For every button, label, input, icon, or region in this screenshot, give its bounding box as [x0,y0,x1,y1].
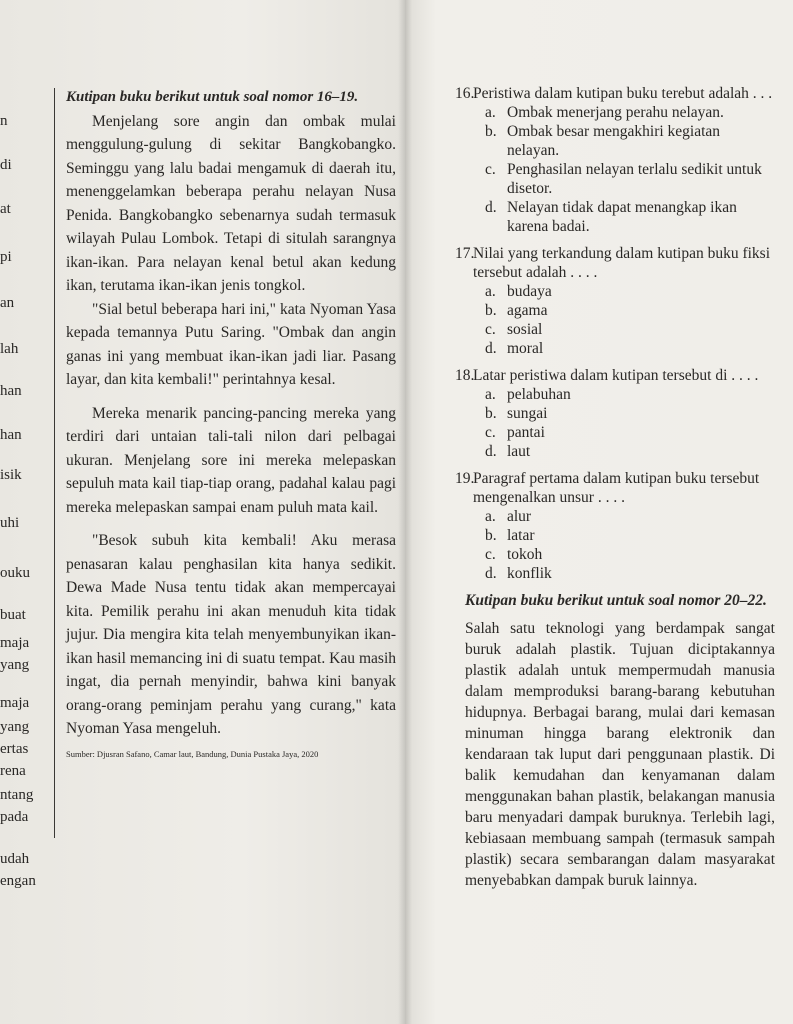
question-stem [455,244,775,282]
margin-fragment: maja [0,695,30,711]
answer-option[interactable] [485,526,775,545]
question-17 [455,244,775,358]
question-text: Paragraf pertama dalam kutipan buku tersebut mengenalkan unsur . . . . [473,470,760,506]
option-letter: a. [485,386,496,403]
story-paragraph: "Besok subuh kita kembali! Aku merasa penasaran kalau penghasilan kita hanya sedikit. Dewa Made Nusa tentu tidak akan mempercayai kita. Pemilik perahu ini akan menuduh kita tidak jujur. Dia mengira kita telah menyembunyikan ikan-ikan hasil memancing ini di suatu tempat. Kau masih ingat, dia pernah menyindir, bahwa kini banyak orang-orang peminjam perahu yang curang," kata Nyoman Yasa mengeluh. [66,532,396,737]
answer-option[interactable] [485,442,775,461]
question-number: 18. [455,367,475,384]
margin-fragment: han [0,383,22,399]
margin-fragment: ouku [0,565,30,581]
margin-fragment: ntang [0,787,34,803]
answer-option[interactable] [485,198,775,236]
margin-fragment: uhi [0,515,20,531]
book-gutter [398,0,412,1024]
question-text: Latar peristiwa dalam kutipan tersebut di . . . . [473,367,759,384]
story-paragraph: "Sial betul beberapa hari ini," kata Nyoman Yasa kepada temannya Putu Saring. "Ombak dan angin ganas ini yang membuat ikan-ikan jadi liar. Pasang layar, dan kita kembali!" perintahnya kesal. [66,300,396,388]
option-text: latar [507,527,535,544]
margin-fragment: buat [0,607,26,623]
question-text: Nilai yang terkandung dalam kutipan buku fiksi tersebut adalah . . . . [473,245,771,281]
option-text: laut [507,443,531,460]
margin-fragment: di [0,157,12,173]
question-16 [455,84,775,236]
option-letter: a. [485,104,496,121]
option-text: agama [507,302,548,319]
option-text: budaya [507,283,552,300]
answer-option[interactable] [485,160,775,198]
margin-fragment: at [0,201,11,217]
answer-option[interactable] [485,122,775,160]
excerpt-heading-2: Kutipan buku berikut untuk soal nomor 20–22. [465,592,767,609]
story-paragraph: Mereka menarik pancing-pancing mereka yang terdiri dari untaian tali-tali nilon dari pelbagai ukuran. Menjelang sore ini mereka melepaskan sepuluh mata kail tiap-tiap orang, padahal kalau pagi mereka melepaskan sampai enam puluh mata kail. [66,404,396,516]
margin-fragment: pada [0,809,29,825]
margin-rule [54,88,55,838]
margin-fragment: rena [0,763,26,779]
question-text: Peristiwa dalam kutipan buku terebut adalah . . . [473,85,773,102]
question-18 [455,366,775,461]
margin-fragment: lah [0,341,19,357]
option-letter: a. [485,508,496,525]
answer-option[interactable] [485,385,775,404]
answer-option[interactable] [485,564,775,583]
option-letter: c. [485,424,496,441]
answer-option[interactable] [485,507,775,526]
option-text: Ombak besar mengakhiri kegiatan nelayan. [507,123,721,159]
option-text: moral [507,340,544,357]
option-letter: a. [485,283,496,300]
option-text: pantai [507,424,545,441]
answer-option[interactable] [485,339,775,358]
option-letter: c. [485,161,496,178]
answer-option[interactable] [485,545,775,564]
margin-fragment: udah [0,851,30,867]
question-19 [455,469,775,583]
answer-option[interactable] [485,423,775,442]
question-number: 16. [455,85,475,102]
question-stem [455,366,775,385]
answer-option[interactable] [485,301,775,320]
story-excerpt [66,86,396,766]
source-citation: Sumber: Djusran Safano, Camar laut, Bandung, Dunia Pustaka Jaya, 2020 [66,748,319,759]
answer-option[interactable] [485,103,775,122]
option-letter: c. [485,321,496,338]
margin-fragment: ertas [0,741,29,757]
plastic-passage: Salah satu teknologi yang berdampak sangat buruk adalah plastik. Tujuan diciptakannya plastik adalah untuk mempermudah manusia dalam memproduksi barang-barang kebutuhan hidupnya. Berbagai barang, mulai dari kemasan minuman hingga barang elektronik dan kendaraan tak luput dari penggunaan plastik. Di balik kemudahan dan kenyamanan dalam menggunakan bahan plastik, belakangan manusia baru menyadari dampak buruknya. Terlebih lagi, kebiasaan membuang sampah (termasuk sampah plastik) secara sembarangan dalam masyarakat menyebabkan dampak buruk lainnya. [465,620,775,889]
question-column [455,84,775,891]
margin-fragment: yang [0,719,30,735]
option-text: Ombak menerjang perahu nelayan. [507,104,724,121]
story-paragraph: Menjelang sore angin dan ombak mulai menggulung-gulung di sekitar Bangkobangko. Seminggu yang lalu badai mengamuk di daerah itu, menenggelamkan beberapa perahu nelayan Nusa Penida. Bangkobangko sebenarnya sudah termasuk wilayah Pulau Lombok. Tetapi di situlah sarangnya ikan-ikan. Para nelayan kenal betul akan kedung ikan, terutama ikan-ikan jenis tongkol. [66,112,396,294]
option-text: alur [507,508,532,525]
option-text: Nelayan tidak dapat menangkap ikan karena badai. [507,199,737,235]
answer-option[interactable] [485,282,775,301]
margin-fragment: n [0,113,8,129]
excerpt-heading: Kutipan buku berikut untuk soal nomor 16–19. [66,89,359,105]
option-text: konflik [507,565,552,582]
option-letter: b. [485,527,497,544]
margin-fragment: isik [0,467,22,483]
option-text: sungai [507,405,548,422]
margin-fragment: pi [0,249,12,265]
option-text: sosial [507,321,543,338]
option-letter: b. [485,405,497,422]
question-number: 17. [455,245,475,262]
option-letter: d. [485,565,497,582]
option-text: pelabuhan [507,386,571,403]
option-letter: d. [485,340,497,357]
option-text: tokoh [507,546,543,563]
margin-fragment: an [0,295,15,311]
option-letter: c. [485,546,496,563]
question-stem [455,84,775,103]
option-letter: d. [485,443,497,460]
question-stem [455,469,775,507]
option-letter: b. [485,302,497,319]
question-number: 19. [455,470,475,487]
margin-fragment: engan [0,873,36,889]
margin-fragment: maja [0,635,30,651]
option-text: Penghasilan nelayan terlalu sedikit untuk disetor. [507,161,762,197]
answer-option[interactable] [485,320,775,339]
margin-fragment: han [0,427,22,443]
answer-option[interactable] [485,404,775,423]
margin-fragment: yang [0,657,30,673]
option-letter: b. [485,123,497,140]
option-letter: d. [485,199,497,216]
